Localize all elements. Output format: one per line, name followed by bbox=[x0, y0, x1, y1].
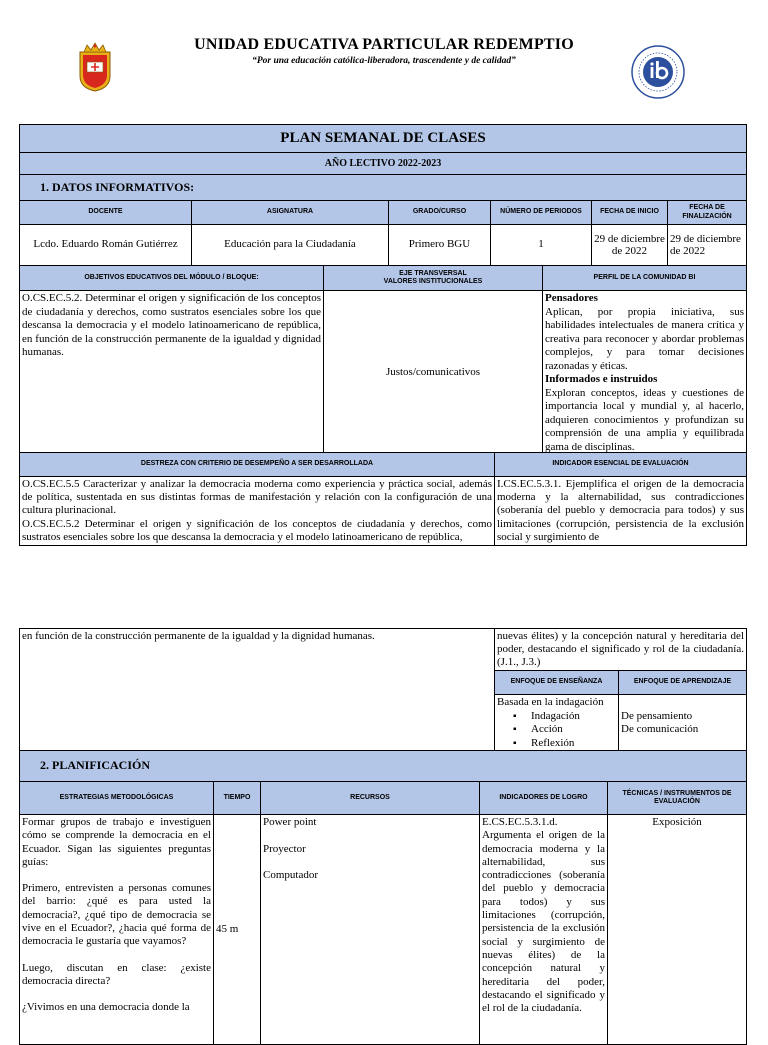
col-periodos: NÚMERO DE PERIODOS bbox=[491, 201, 592, 225]
ib-world-school-logo-icon bbox=[630, 44, 686, 100]
plan-title: PLAN SEMANAL DE CLASES bbox=[20, 125, 747, 153]
plan-table-page1 bbox=[19, 124, 747, 266]
destreza-content bbox=[20, 477, 495, 546]
col-perfil-bi: PERFIL DE LA COMUNIDAD BI bbox=[543, 266, 747, 291]
recurso-item: Computador bbox=[263, 869, 318, 881]
estrategias-paragraph-3: Luego, discutan en clase: ¿existe democracia directa? bbox=[22, 961, 211, 987]
col-eje-transversal bbox=[324, 266, 543, 291]
eje-header-line2: VALORES INSTITUCIONALES bbox=[383, 278, 483, 285]
tiempo-value: 45 m bbox=[214, 815, 261, 1045]
estrategias-paragraph-1: Formar grupos de trabajo e investiguen cómo se comprende la democracia en el Ecuador. Sigan las siguientes preguntas guías: bbox=[22, 816, 211, 868]
destreza-continued: en función de la construcción permanente de la igualdad y la dignidad humanas. bbox=[20, 629, 495, 752]
eje-value: Justos/comunicativos bbox=[324, 291, 543, 456]
value-fecha-fin: 29 de diciembre de 2022 bbox=[668, 225, 747, 266]
value-periodos: 1 bbox=[491, 225, 592, 266]
col-estrategias: ESTRATEGIAS METODOLÓGICAS bbox=[20, 782, 214, 815]
enfoque-aprendizaje-content bbox=[619, 695, 747, 752]
perfil-text-informados: Exploran conceptos, ideas y cuestiones de importancia local y mundial y, al hacerlo, adquieren conocimientos y profundizan su comprensión de una amplia y equilibrada gama de disciplinas. bbox=[545, 386, 744, 453]
col-tiempo: TIEMPO bbox=[214, 782, 261, 815]
school-name: UNIDAD EDUCATIVA PARTICULAR REDEMPTIO bbox=[194, 36, 574, 53]
value-asignatura: Educación para la Ciudadanía bbox=[192, 225, 389, 266]
col-indicador-esencial: INDICADOR ESENCIAL DE EVALUACIÓN bbox=[495, 453, 747, 477]
perfil-title-pensadores: Pensadores bbox=[545, 292, 598, 304]
school-crest-icon bbox=[76, 42, 114, 92]
tecnica-value: Exposición bbox=[608, 815, 747, 1045]
col-recursos: RECURSOS bbox=[261, 782, 480, 815]
list-item: ▪ Acción bbox=[531, 723, 616, 737]
estrategias-paragraph-4: ¿Vivimos en una democracia donde la bbox=[22, 1001, 190, 1014]
col-enfoque-ensenanza: ENFOQUE DE ENSEÑANZA bbox=[495, 671, 619, 695]
eje-header-line1: EJE TRANSVERSAL bbox=[399, 269, 467, 277]
col-asignatura: ASIGNATURA bbox=[192, 201, 389, 225]
destreza-table bbox=[19, 452, 747, 546]
section-datos-informativos: 1. DATOS INFORMATIVOS: bbox=[20, 175, 747, 201]
col-docente: DOCENTE bbox=[20, 201, 192, 225]
perfil-bi-content bbox=[543, 291, 747, 456]
objectives-table bbox=[19, 265, 747, 456]
col-fecha-inicio: FECHA DE INICIO bbox=[592, 201, 668, 225]
planificacion-table bbox=[19, 750, 747, 1045]
indicador-esencial-continued: nuevas élites) y la concepción natural y hereditaria del poder, destacando el significado y rol de la ciudadanía. (J.1., J.3.) bbox=[495, 629, 747, 671]
school-motto: “Por una educación católica-liberadora, trascendente y de calidad” bbox=[252, 56, 516, 66]
perfil-text-pensadores: Aplican, por propia iniciativa, sus habilidades intelectuales de manera crítica y creativa para reconocer y abordar problemas complejos, y para tomar decisiones razonadas y éticas. bbox=[545, 305, 744, 372]
col-destreza: DESTREZA CON CRITERIO DE DESEMPEÑO A SER DESARROLLADA bbox=[20, 453, 495, 477]
indicador-esencial-text: I.CS.EC.5.3.1. Ejemplifica el origen de la democracia moderna y la alternabilidad, sus contradicciones (soberanía del pueblo y democracia para todos) y sus limitaciones (corrupción, persistencia de la exclusión social y surgimiento de bbox=[495, 477, 747, 546]
enfoque-aprendizaje-2: De comunicación bbox=[621, 723, 699, 735]
list-item: ▪ Indagación bbox=[531, 710, 616, 724]
estrategias-paragraph-2: Primero, entrevisten a personas comunes del barrio: ¿qué es para usted la democracia?, ¿qué tipo de democracia se vive en el Ecuador?, ¿hacia qué forma de democracia le gustaría que vayamos? bbox=[22, 882, 211, 948]
perfil-title-informados: Informados e instruidos bbox=[545, 373, 658, 385]
col-indicadores-logro: INDICADORES DE LOGRO bbox=[480, 782, 608, 815]
list-item: ▪ Reflexión bbox=[531, 737, 616, 751]
col-fecha-fin: FECHA DE FINALIZACIÓN bbox=[668, 201, 747, 225]
recursos-content bbox=[261, 815, 480, 1045]
destreza-paragraph-2: O.CS.EC.5.2 Determinar el origen y significación de los conceptos de ciudadanía y derechos, como sustratos esenciales sobre los que descansa la democracia y el modelo latinoamericano de república, bbox=[22, 517, 492, 543]
value-grado: Primero BGU bbox=[389, 225, 491, 266]
value-docente: Lcdo. Eduardo Román Gutiérrez bbox=[20, 225, 192, 266]
section-planificacion: 2. PLANIFICACIÓN bbox=[20, 751, 747, 782]
document-header bbox=[0, 36, 768, 106]
enfoque-ensenanza-list bbox=[497, 710, 616, 751]
enfoque-ensenanza-content bbox=[495, 695, 619, 752]
destreza-paragraph-1: O.CS.EC.5.5 Caracterizar y analizar la democracia moderna como experiencia y práctica social, además de política, sustentada en sus distintas formas de manifestación y relación con la configuración de una cultura plurinacional. bbox=[22, 478, 492, 517]
col-grado: GRADO/CURSO bbox=[389, 201, 491, 225]
col-tecnicas: TÉCNICAS / INSTRUMENTOS DE EVALUACIÓN bbox=[608, 782, 747, 815]
recurso-item: Proyector bbox=[263, 842, 306, 855]
enfoque-aprendizaje-1: De pensamiento bbox=[621, 709, 693, 722]
indicador-logro-text: E.CS.EC.5.3.1.d. Argumenta el origen de la democracia moderna y la alternabilidad, sus contradicciones (soberanía del pueblo y democracia para todos) y sus limitaciones (corrupción, persistencia de la exclusión social y surgimiento de nuevas élites) de la concepción natural y hereditaria del poder, destacando el significado y el rol de la ciudadanía. bbox=[480, 815, 608, 1045]
estrategias-content bbox=[20, 815, 214, 1045]
col-objetivos: OBJETIVOS EDUCATIVOS DEL MÓDULO / BLOQUE: bbox=[20, 266, 324, 291]
col-enfoque-aprendizaje: ENFOQUE DE APRENDIZAJE bbox=[619, 671, 747, 695]
recurso-item: Power point bbox=[263, 816, 317, 828]
value-fecha-inicio: 29 de diciembre de 2022 bbox=[592, 225, 668, 266]
enfoque-ensenanza-intro: Basada en la indagación bbox=[497, 696, 604, 708]
destreza-table-continued bbox=[19, 628, 747, 752]
school-year: AÑO LECTIVO 2022-2023 bbox=[20, 153, 747, 175]
objective-text: O.CS.EC.5.2. Determinar el origen y significación de los conceptos de ciudadanía y derechos, como sustratos esenciales sobre los que descansa la democracia y el modelo latinoamericano de república, en función de la construcción permanente de la igualdad y dignidad humanas. bbox=[20, 291, 324, 456]
